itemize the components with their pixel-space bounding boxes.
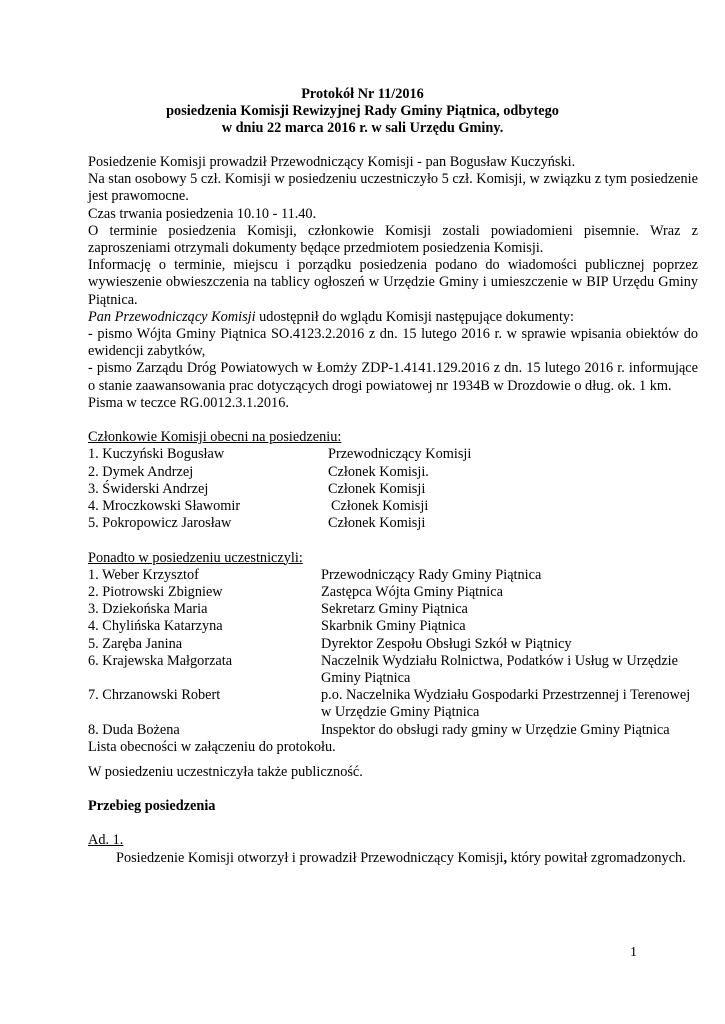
attendee-row (88, 618, 698, 635)
attendee-row (88, 653, 698, 687)
member-role: Członek Komisji. (328, 463, 429, 480)
intro-paragraph-5: Informację o terminie, miejscu i porządku posiedzenia podano do wiadomości publicznej poprzez wywieszenie obwieszczenia na tablicy ogłoszeń w Urzędzie Gminy i umieszczenie w BIP Urzędu Gminy Piątnica. (88, 257, 698, 308)
attendee-role: Sekretarz Gminy Piątnica (321, 601, 468, 618)
document-item-1: - pismo Wójta Gminy Piątnica SO.4123.2.2016 z dn. 15 lutego 2016 r. w sprawie wpisania obiektów do ewidencji zabytków, (88, 326, 698, 360)
attendee-row (88, 722, 698, 739)
ad1-text (88, 850, 698, 867)
member-name: 3. Świderski Andrzej (88, 480, 209, 497)
page-number: 1 (630, 945, 637, 960)
others-list (88, 567, 698, 739)
member-name: 5. Pokropowicz Jarosław (88, 515, 232, 532)
attendee-role: Inspektor do obsługi rady gminy w Urzędzie Gminy Piątnica (321, 721, 670, 738)
intro-paragraph-4: O terminie posiedzenia Komisji, członkowie Komisji zostali powiadomieni pisemnie. Wraz z zaproszeniami otrzymali dokumenty będące przedmiotem posiedzenia Komisji. (88, 222, 698, 257)
member-name: 1. Kuczyński Bogusław (88, 446, 225, 463)
member-role: Przewodniczący Komisji (328, 446, 472, 463)
ad1-heading: Ad. 1. (88, 832, 124, 849)
attendee-role: Dyrektor Zespołu Obsługi Szkół w Piątnicy (321, 635, 572, 652)
attendee-role: Naczelnik Wydziału Rolnictwa, Podatków i Usług w Urzędzie Gminy Piątnica (321, 652, 678, 686)
attendee-row (88, 687, 698, 721)
attendee-name: 3. Dziekońska Maria (88, 601, 208, 618)
member-row (88, 464, 698, 481)
attendee-role: Skarbnik Gminy Piątnica (321, 618, 466, 635)
attendee-name: 6. Krajewska Małgorzata (88, 652, 233, 669)
attendee-row (88, 584, 698, 601)
member-role: Członek Komisji (328, 515, 426, 532)
title-line-2: posiedzenia Komisji Rewizyjnej Rady Gminy Piątnica, odbytego (166, 103, 559, 120)
member-row (88, 498, 698, 515)
attendee-role: p.o. Naczelnika Wydziału Gospodarki Przestrzennej i Terenowej w Urzędzie Gminy Piątnica (321, 687, 691, 721)
attendee-row (88, 636, 698, 653)
section-heading: Przebieg posiedzenia (88, 798, 216, 815)
chairman-italic: Pan Przewodniczący Komisji (88, 308, 256, 325)
document-body (88, 154, 698, 867)
attendee-name: 2. Piotrowski Zbigniew (88, 583, 223, 600)
member-row (88, 446, 698, 463)
attendee-row (88, 601, 698, 618)
intro-paragraph-1: Posiedzenie Komisji prowadził Przewodniczący Komisji - pan Bogusław Kuczyński. (88, 154, 576, 170)
intro-paragraph-3: Czas trwania posiedzenia 10.10 - 11.40. (88, 205, 317, 222)
attendee-role: Przewodniczący Rady Gminy Piątnica (321, 566, 542, 583)
ad1-text-end: który powitał zgromadzonych. (507, 849, 686, 866)
public-note: W posiedzeniu uczestniczyła także publiczność. (88, 764, 363, 780)
member-role: Członek Komisji (328, 480, 426, 497)
documents-folder: Pisma w teczce RG.0012.3.1.2016. (88, 394, 289, 411)
ad1-text-part: Posiedzenie Komisji otworzył i prowadził Przewodniczący Komisji (116, 849, 504, 866)
member-name: 4. Mroczkowski Sławomir (88, 498, 241, 514)
attendance-note: Lista obecności w załączeniu do protokołu. (88, 738, 336, 755)
attendee-name: 8. Duda Bożena (88, 721, 180, 738)
member-name: 2. Dymek Andrzej (88, 463, 194, 480)
member-row (88, 481, 698, 498)
title-line-1: Protokół Nr 11/2016 (301, 86, 424, 102)
documents-intro: udostępnił do wglądu Komisji następujące dokumenty: (255, 308, 575, 325)
document-title (0, 86, 725, 138)
member-role: Członek Komisji (331, 498, 429, 514)
attendee-name: 7. Chrzanowski Robert (88, 687, 221, 704)
attendee-name: 4. Chylińska Katarzyna (88, 618, 223, 635)
others-heading: Ponadto w posiedzeniu uczestniczyli: (88, 549, 303, 566)
member-row (88, 515, 698, 532)
intro-paragraph-2: Na stan osobowy 5 czł. Komisji w posiedzeniu uczestniczyło 5 czł. Komisji, w związku z tym posiedzenie jest prawomocne. (88, 171, 698, 205)
members-list (88, 446, 698, 532)
members-heading: Członkowie Komisji obecni na posiedzeniu: (88, 429, 342, 446)
attendee-name: 5. Zaręba Janina (88, 635, 183, 652)
intro-paragraph-6 (88, 309, 698, 326)
title-line-3: w dniu 22 marca 2016 r. w sali Urzędu Gminy. (221, 120, 504, 137)
ad1-comma: , (503, 849, 508, 866)
attendee-role: Zastępca Wójta Gminy Piątnica (321, 583, 503, 600)
attendee-name: 1. Weber Krzysztof (88, 566, 199, 583)
attendee-row (88, 567, 698, 584)
document-item-2: - pismo Zarządu Dróg Powiatowych w Łomży ZDP-1.4141.129.2016 z dn. 15 lutego 2016 r. informujące o stanie zaawansowania prac dotyczących drogi powiatowej nr 1934B w Drozdowie o dług. ok. 1 km. (88, 360, 698, 394)
